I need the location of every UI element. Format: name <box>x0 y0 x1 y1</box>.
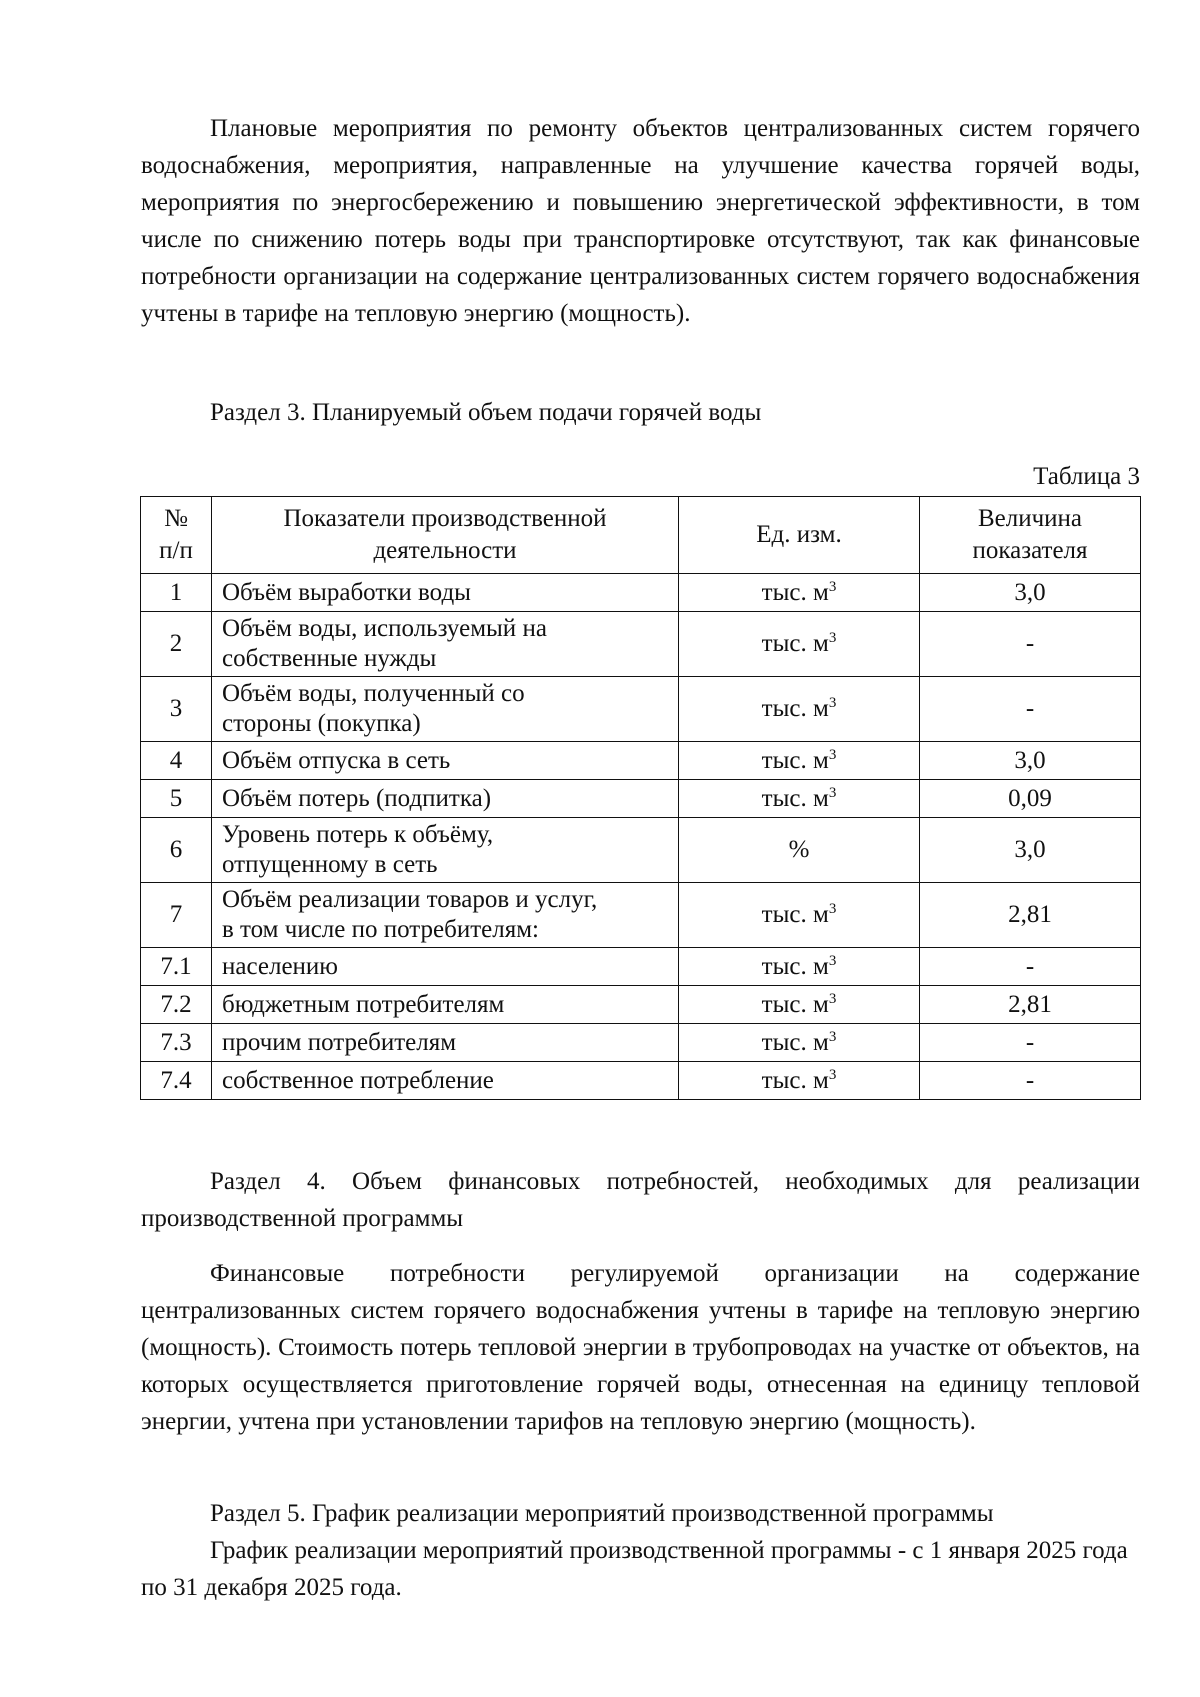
unit-exponent: 3 <box>828 991 837 1007</box>
row-indicator-name: бюджетным потребителям <box>212 986 679 1024</box>
row-value: - <box>920 1024 1141 1062</box>
section3-title: Раздел 3. Планируемый объем подачи горячей воды <box>210 399 762 426</box>
row-value: - <box>920 948 1141 986</box>
table-row <box>141 742 1141 780</box>
row-unit: тыс. $м^3$ <box>679 1024 920 1062</box>
row-value: 0,09 <box>920 780 1141 818</box>
row-number: 2 <box>141 612 212 677</box>
row-indicator-name: собственное потребление <box>212 1062 679 1100</box>
row-unit: тыс. $м^3$ <box>679 677 920 742</box>
row-indicator-name: Объём выработки воды <box>212 574 679 612</box>
row-number: 7.1 <box>141 948 212 986</box>
row-indicator-name: Объём реализации товаров и услуг, в том числе по потребителям: <box>212 883 679 948</box>
table-row <box>141 948 1141 986</box>
table-row <box>141 574 1141 612</box>
header-name: Показатели производственной деятельности <box>212 497 679 574</box>
table-row <box>141 1062 1141 1100</box>
row-value: - <box>920 1062 1141 1100</box>
header-num: № п/п <box>141 497 212 574</box>
unit-exponent: 3 <box>828 1029 837 1045</box>
row-indicator-name: Объём воды, полученный со стороны (покупка) <box>212 677 679 742</box>
table-row <box>141 818 1141 883</box>
row-unit: тыс. $м^3$ <box>679 742 920 780</box>
row-unit: тыс. $м^3$ <box>679 1062 920 1100</box>
unit-exponent: 3 <box>828 901 837 917</box>
header-value: Величина показателя <box>920 497 1141 574</box>
row-value: - <box>920 612 1141 677</box>
unit-exponent: 3 <box>828 747 837 763</box>
row-value: 2,81 <box>920 986 1141 1024</box>
row-number: 1 <box>141 574 212 612</box>
row-indicator-name: Объём воды, используемый на собственные нужды <box>212 612 679 677</box>
table-3 <box>140 496 1141 1100</box>
row-value: 3,0 <box>920 574 1141 612</box>
table-row <box>141 986 1141 1024</box>
row-indicator-name: Объём отпуска в сеть <box>212 742 679 780</box>
row-number: 7.2 <box>141 986 212 1024</box>
unit-exponent: 3 <box>828 579 837 595</box>
table-header-row <box>141 497 1141 574</box>
row-indicator-name: Уровень потерь к объёму, отпущенному в сеть <box>212 818 679 883</box>
table-row <box>141 780 1141 818</box>
row-indicator-name: населению <box>212 948 679 986</box>
row-number: 6 <box>141 818 212 883</box>
unit-exponent: 3 <box>828 1067 837 1083</box>
row-indicator-name: Объём потерь (подпитка) <box>212 780 679 818</box>
section5-paragraph: График реализации мероприятий производственной программы - с 1 января 2025 года по 31 декабря 2025 года. <box>141 1537 1128 1601</box>
section5-title: Раздел 5. График реализации мероприятий производственной программы <box>210 1500 994 1527</box>
row-number: 3 <box>141 677 212 742</box>
unit-exponent: 3 <box>828 785 837 801</box>
row-unit: тыс. $м^3$ <box>679 780 920 818</box>
row-unit: тыс. $м^3$ <box>679 612 920 677</box>
header-unit: Ед. изм. <box>679 497 920 574</box>
unit-exponent: 3 <box>828 630 837 646</box>
row-number: 7.3 <box>141 1024 212 1062</box>
row-unit: % <box>679 818 920 883</box>
row-value: - <box>920 677 1141 742</box>
row-number: 7 <box>141 883 212 948</box>
unit-exponent: 3 <box>828 695 837 711</box>
row-number: 4 <box>141 742 212 780</box>
section4-title: Раздел 4. Объем финансовых потребностей, необходимых для реализации производственной программы <box>141 1168 1140 1232</box>
row-number: 5 <box>141 780 212 818</box>
table-body <box>141 574 1141 1100</box>
row-number: 7.4 <box>141 1062 212 1100</box>
row-indicator-name: прочим потребителям <box>212 1024 679 1062</box>
intro-paragraph: Плановые мероприятия по ремонту объектов централизованных систем горячего водоснабжения, мероприятия, направленные на улучшение качества горячей воды, мероприятия по энергосбережению и повышению энергетической эффективности, в том числе по снижению потерь воды при транспортировке отсутствуют, так как финансовые потребности организации на содержание централизованных систем горячего водоснабжения учтены в тарифе на тепловую энергию (мощность). <box>141 115 1140 327</box>
table-row <box>141 1024 1141 1062</box>
table-row <box>141 883 1141 948</box>
table-caption: Таблица 3 <box>1033 463 1140 490</box>
table-row <box>141 612 1141 677</box>
row-value: 3,0 <box>920 742 1141 780</box>
row-unit: тыс. $м^3$ <box>679 986 920 1024</box>
unit-exponent: 3 <box>828 953 837 969</box>
row-value: 2,81 <box>920 883 1141 948</box>
table-row <box>141 677 1141 742</box>
row-unit: тыс. $м^3$ <box>679 948 920 986</box>
row-unit: тыс. $м^3$ <box>679 574 920 612</box>
section4-paragraph: Финансовые потребности регулируемой организации на содержание централизованных систем горячего водоснабжения учтены в тарифе на тепловую энергию (мощность). Стоимость потерь тепловой энергии в трубопроводах на участке от объектов, на которых осуществляется приготовление горячей воды, отнесенная на единицу тепловой энергии, учтена при установлении тарифов на тепловую энергию (мощность). <box>141 1260 1140 1435</box>
row-unit: тыс. $м^3$ <box>679 883 920 948</box>
row-value: 3,0 <box>920 818 1141 883</box>
